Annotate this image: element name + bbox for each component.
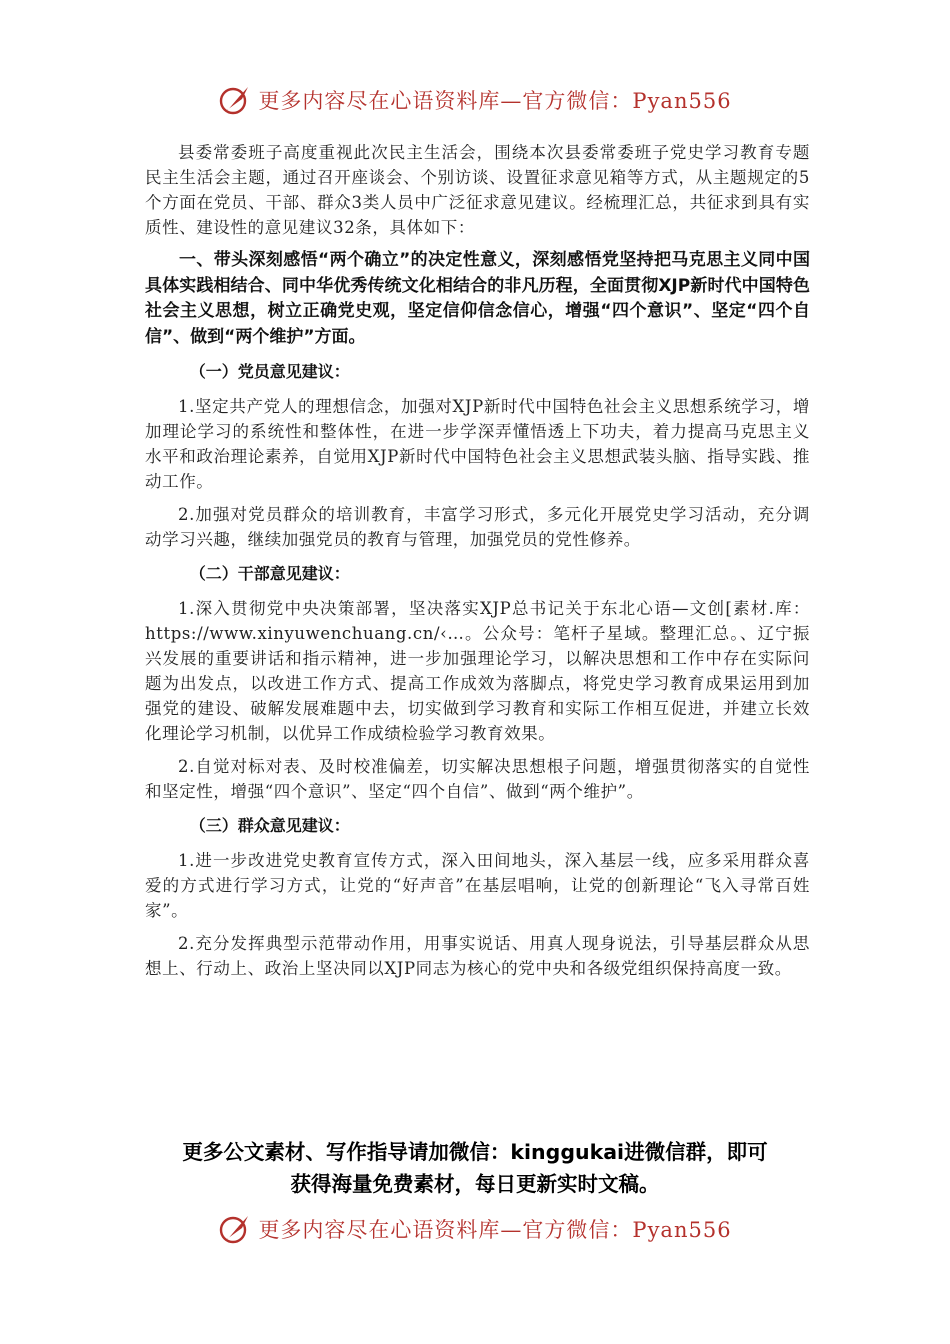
intro-paragraph: 县委常委班子高度重视此次民主生活会，围绕本次县委常委班子党史学习教育专题民主生活会主题，通过召开座谈会、个别访谈、设置征求意见箱等方式，从主题规定的5个方面在党员、干部、群众3类人员中广泛征求意见建议。经梳理汇总，共征求到具有实质性、建设性的意见建议32条，具体如下： — [145, 143, 810, 237]
footer-line-2: 获得海量免费素材，每日更新实时文稿。 — [290, 1172, 660, 1196]
masses-heading: （三）群众意见建议： — [189, 816, 350, 835]
quill-logo-icon — [218, 83, 252, 117]
party-item-2: 2.加强对党员群众的培训教育，丰富学习形式，多元化开展党史学习活动，充分调动学习兴趣，继续加强党员的教育与管理，加强党员的党性修养。 — [145, 505, 810, 549]
party-members-heading: （一）党员意见建议： — [189, 362, 350, 381]
watermark-footer — [0, 1209, 950, 1249]
cadre-item-2: 2.自觉对标对表、及时校准偏差，切实解决思想根子问题，增强贯彻落实的自觉性和坚定性，增强“四个意识”、坚定“四个自信”、做到“两个维护”。 — [145, 757, 810, 801]
masses-item-2: 2.充分发挥典型示范带动作用，用事实说话、用真人现身说法，引导基层群众从思想上、行动上、政治上坚决同以XJP同志为核心的党中央和各级党组织保持高度一致。 — [145, 934, 810, 978]
watermark-text: 更多内容尽在心语资料库—官方微信：Pyan556 — [258, 89, 732, 113]
footer-line-1: 更多公文素材、写作指导请加微信：kinggukai进微信群，即可 — [182, 1140, 768, 1164]
watermark-text: 更多内容尽在心语资料库—官方微信：Pyan556 — [258, 1218, 732, 1242]
section-1-heading: 一、带头深刻感悟“两个确立”的决定性意义，深刻感悟党坚持把马克思主义同中国具体实践相结合、同中华优秀传统文化相结合的非凡历程，全面贯彻XJP新时代中国特色社会主义思想，树立正确党史观，坚定信仰信念信心，增强“四个意识”、坚定“四个自信”、做到“两个维护”方面。 — [145, 250, 810, 347]
cadre-item-1: 1.深入贯彻党中央决策部署，坚决落实XJP总书记关于东北心语—文创[素材.库：https://www.xinyuwenchuang.cn/‹…。公众号：笔杆子星域。整理汇总。、辽宁振兴发展的重要讲话和指示精神，进一步加强理论学习，以解决思想和工作中存在实际问题为出发点，以改进工作方式、提高工作成效为落脚点，将党史学习教育成果运用到加强党的建设、破解发展难题中去，切实做到学习教育和实际工作相互促进，并建立长效化理论学习机制，以优异工作成绩检验学习教育效果。 — [145, 599, 810, 743]
masses-item-1: 1.进一步改进党史教育宣传方式，深入田间地头，深入基层一线，应多采用群众喜爱的方式进行学习方式，让党的“好声音”在基层唱响，让党的创新理论“飞入寻常百姓家”。 — [145, 851, 810, 920]
footer-call-to-action — [120, 1136, 830, 1200]
document-body — [145, 140, 810, 989]
quill-logo-icon — [218, 1212, 252, 1246]
cadres-heading: （二）干部意见建议： — [189, 564, 350, 583]
party-item-1: 1.坚定共产党人的理想信念，加强对XJP新时代中国特色社会主义思想系统学习，增加理论学习的系统性和整体性，在进一步学深弄懂悟透上下功夫，着力提高马克思主义水平和政治理论素养，自觉用XJP新时代中国特色社会主义思想武装头脑、指导实践、推动工作。 — [145, 397, 810, 491]
watermark-header — [0, 80, 950, 120]
